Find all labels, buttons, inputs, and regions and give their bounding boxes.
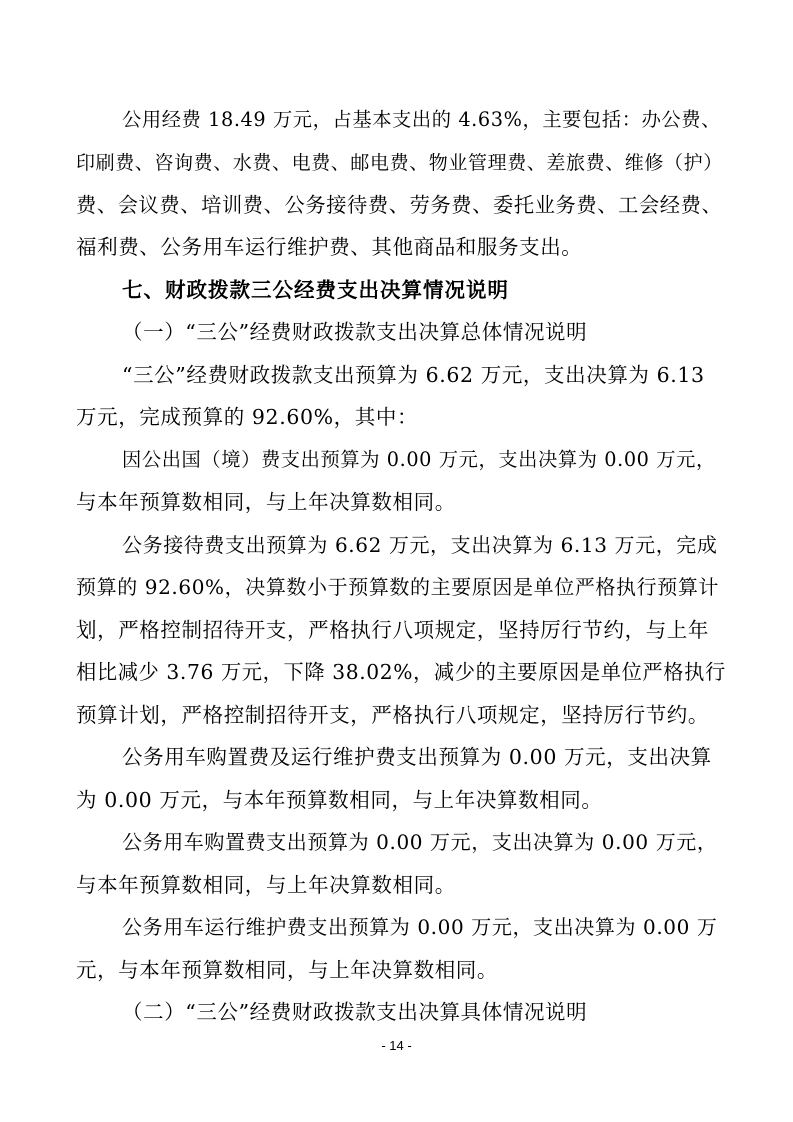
body-text-line: 与本年预算数相同，与上年决算数相同。 xyxy=(76,490,456,514)
body-text-line: 公用经费 18.49 万元，占基本支出的 4.63%，主要包括：办公费、 xyxy=(122,108,721,131)
body-text-line: 相比减少 3.76 万元，下降 38.02%，减少的主要原因是单位严格执行 xyxy=(76,660,726,684)
body-text-line: 与本年预算数相同，与上年决算数相同。 xyxy=(76,873,456,897)
body-text-line: 印刷费、咨询费、水费、电费、邮电费、物业管理费、差旅费、维修（护） xyxy=(76,152,723,174)
body-text-line: 公务用车购置费及运行维护费支出预算为 0.00 万元，支出决算 xyxy=(122,745,712,769)
body-text-line: 费、会议费、培训费、公务接待费、劳务费、委托业务费、工会经费、 xyxy=(76,193,723,217)
body-text-line: 元，与本年预算数相同，与上年决算数相同。 xyxy=(76,958,498,982)
subsection-heading: （二）“三公”经费财政拨款支出决算具体情况说明 xyxy=(122,1000,588,1024)
body-text-line: 为 0.00 万元，与本年预算数相同，与上年决算数相同。 xyxy=(76,788,603,812)
page-number: - 14 - xyxy=(381,1038,412,1053)
body-text-line: 预算计划，严格控制招待开支，严格执行八项规定，坚持厉行节约。 xyxy=(76,703,709,727)
body-text-line: 预算的 92.60%，决算数小于预算数的主要原因是单位严格执行预算计 xyxy=(76,575,720,599)
subsection-heading: （一）“三公”经费财政拨款支出决算总体情况说明 xyxy=(122,320,588,344)
body-text-line: 因公出国（境）费支出预算为 0.00 万元，支出决算为 0.00 万元， xyxy=(122,448,716,471)
body-text-line: “三公”经费财政拨款支出预算为 6.62 万元，支出决算为 6.13 xyxy=(122,363,705,387)
body-text-line: 万元，完成预算的 92.60%，其中： xyxy=(76,405,419,429)
section-heading: 七、财政拨款三公经费支出决算情况说明 xyxy=(122,278,509,302)
body-text-line: 公务用车购置费支出预算为 0.00 万元，支出决算为 0.00 万元， xyxy=(122,830,718,854)
body-text-line: 公务用车运行维护费支出预算为 0.00 万元，支出决算为 0.00 万 xyxy=(122,915,718,939)
body-text-line: 划，严格控制招待开支，严格执行八项规定，坚持厉行节约，与上年 xyxy=(76,618,709,642)
body-text-line: 公务接待费支出预算为 6.62 万元，支出决算为 6.13 万元，完成 xyxy=(122,533,718,557)
body-text-line: 福利费、公务用车运行维护费、其他商品和服务支出。 xyxy=(76,235,583,259)
